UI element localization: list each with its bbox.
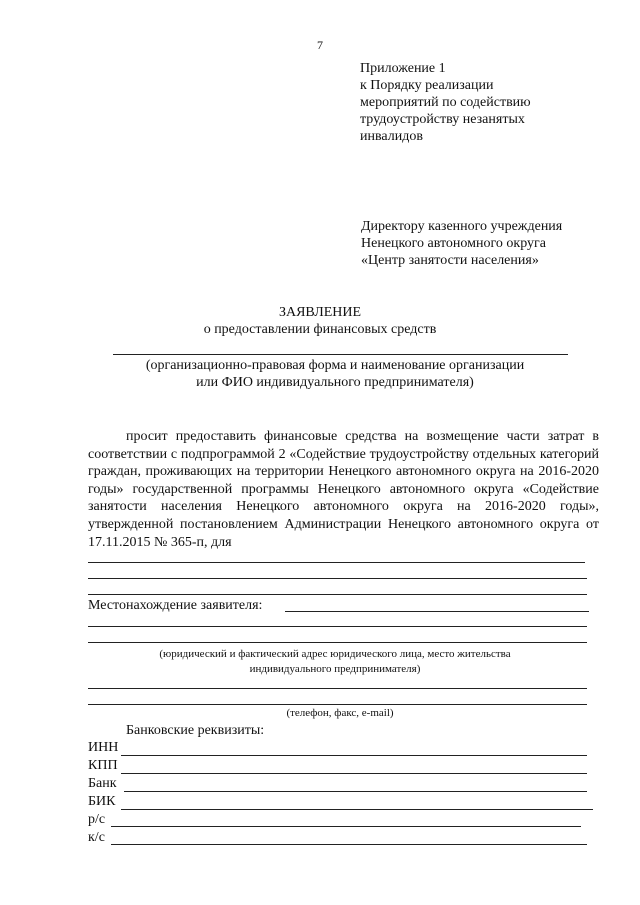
bik-field[interactable] [121,809,593,810]
appendix-note [360,60,531,145]
inn-label: ИНН [88,740,119,755]
address-line[interactable] [88,626,587,627]
inn-field[interactable] [121,755,587,756]
bik-label: БИК [88,794,116,809]
address-caption-line: (юридический и фактический адрес юридического лица, место жительства [159,648,511,660]
location-label: Местонахождение заявителя: [88,598,263,613]
corr-account-field[interactable] [111,844,587,845]
bank-details-heading: Банковские реквизиты: [126,723,265,738]
corr-account-label: к/с [88,830,105,845]
location-line[interactable] [285,611,589,612]
address-line[interactable] [88,642,587,643]
bank-label: Банк [88,776,117,791]
application-body-text: просит предоставить финансовые средства на возмещение части затрат в соответствии с подпрограммой 2 «Содействие трудоустройству отдельных категорий граждан, проживающих на территории Ненецкого автономного округа на 2016-2020 годы» государственной программы Ненецкого автономного округа «Содействие занятости населения Ненецкого автономного округа на 2016-2020 годы», утвержденной постановлением Администрации Ненецкого автономного округа от 17.11.2015 № 365-п, для [88,429,599,550]
contacts-line[interactable] [88,704,587,705]
addressee-block [361,218,562,269]
purpose-line[interactable] [88,594,587,595]
document-title: ЗАЯВЛЕНИЕ [278,305,362,320]
kpp-field[interactable] [121,773,587,774]
address-caption-line: индивидуального предпринимателя) [249,663,421,675]
organization-caption [90,357,580,391]
addressee-line: Ненецкого автономного округа [361,236,546,251]
contacts-caption: (телефон, факс, e-mail) [286,707,394,719]
appendix-line: трудоустройству незанятых [360,112,525,127]
document-subtitle: о предоставлении финансовых средств [203,322,437,337]
addressee-line: «Центр занятости населения» [361,253,539,268]
page-number: 7 [317,38,323,52]
account-field[interactable] [111,826,581,827]
purpose-line[interactable] [88,562,585,563]
address-caption [120,647,550,677]
appendix-line: инвалидов [360,129,423,144]
appendix-line: к Порядку реализации [360,78,494,93]
purpose-line[interactable] [88,578,587,579]
kpp-label: КПП [88,758,118,773]
appendix-line: Приложение 1 [360,61,446,76]
contacts-line[interactable] [88,688,587,689]
organization-name-line[interactable] [113,354,568,355]
organization-caption-line: или ФИО индивидуального предпринимателя) [196,375,474,390]
appendix-line: мероприятий по содействию [360,95,531,110]
account-label: р/с [88,812,106,827]
bank-field[interactable] [124,791,587,792]
addressee-line: Директору казенного учреждения [361,219,563,234]
organization-caption-line: (организационно-правовая форма и наименование организации [145,358,525,373]
